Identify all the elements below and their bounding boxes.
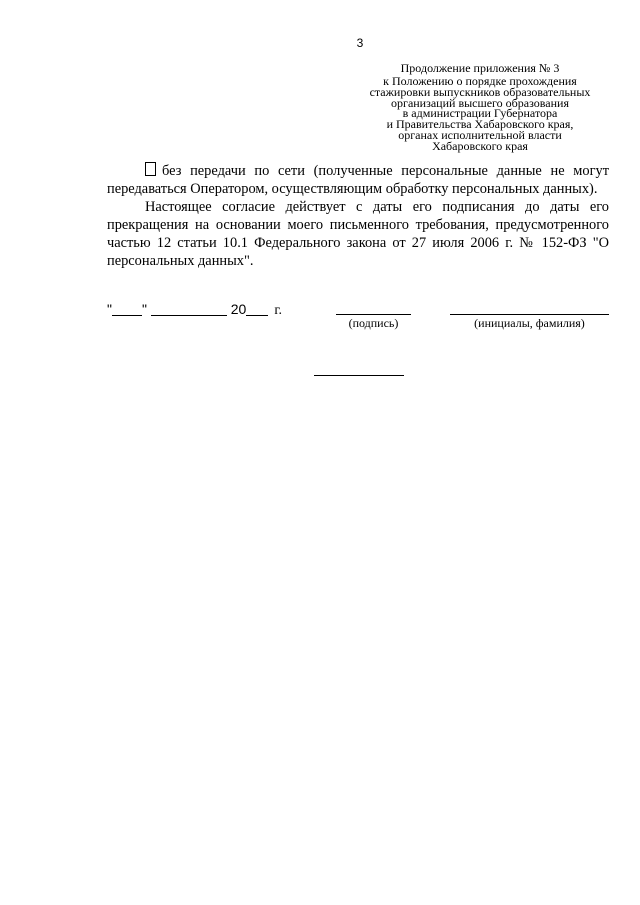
quote-close: ": [141, 301, 147, 317]
year-prefix: 20: [230, 301, 247, 317]
initials-caption: (инициалы, фамилия): [474, 316, 585, 330]
appendix-header-line: к Положению о порядке прохождения: [383, 74, 577, 88]
appendix-header-line: Продолжение приложения № 3: [400, 61, 560, 75]
year-blank[interactable]: [246, 303, 268, 316]
end-separator: [314, 375, 404, 376]
checkbox-option-text: без передачи по сети (полученные персональные данные не могут передаваться Оператором, осуществляющим обработку персональных данных).: [107, 163, 609, 197]
appendix-header-line: в администрации Губернатора: [402, 106, 558, 121]
appendix-header: [360, 60, 600, 152]
page-number: 3: [356, 36, 364, 50]
appendix-header-line: организаций высшего образования: [391, 95, 569, 110]
year-suffix: г.: [274, 303, 282, 318]
appendix-header-line: стажировки выпускников образовательных: [369, 84, 591, 99]
validity-paragraph: Настоящее согласие действует с даты его подписания до даты его прекращения на основании моего письменного требования, предусмотренного частью 12 статьи 10.1 Федерального закона от 27 июля 2006 г. № 152-ФЗ "О персональных данных".: [107, 199, 609, 269]
date-field: [107, 300, 282, 320]
quote-open: ": [107, 301, 112, 317]
appendix-header-line: органах исполнительной власти: [398, 127, 562, 142]
day-blank[interactable]: [112, 303, 142, 316]
appendix-header-line: Хабаровского края: [432, 138, 528, 153]
signature-line[interactable]: [336, 314, 411, 315]
checkbox-option-paragraph: [107, 162, 609, 198]
month-blank[interactable]: [151, 303, 227, 316]
signature-caption: (подпись): [348, 316, 399, 330]
checkbox-icon[interactable]: [145, 162, 156, 176]
initials-line[interactable]: [450, 314, 609, 315]
appendix-header-line: и Правительства Хабаровского края,: [386, 117, 574, 132]
